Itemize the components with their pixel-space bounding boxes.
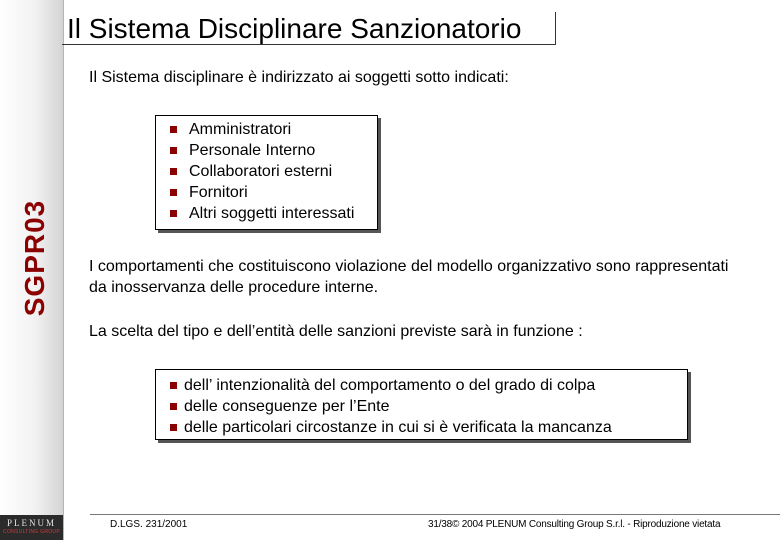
list-item-label: Amministratori [189, 121, 292, 138]
list-item [170, 203, 377, 224]
list-item-label: Altri soggetti interessati [189, 205, 355, 222]
footer-reference: D.LGS. 231/2001 [110, 519, 188, 530]
square-bullet-icon [170, 147, 177, 154]
list-item [170, 161, 377, 182]
plenum-logo [0, 515, 63, 540]
square-bullet-icon [170, 126, 177, 133]
square-bullet-icon [170, 210, 177, 217]
subjects-box [155, 115, 378, 230]
logo-name: PLENUM [6, 518, 56, 528]
list-item-label: Fornitori [189, 184, 248, 201]
square-bullet-icon [170, 382, 177, 389]
list-item-label: delle particolari circostanze in cui si è verificata la mancanza [184, 419, 612, 436]
footer-copyright: 31/38© 2004 PLENUM Consulting Group S.r.l. - Riproduzione vietata [428, 519, 721, 530]
list-item [170, 182, 377, 203]
list-item-label: Personale Interno [189, 142, 316, 159]
list-item [170, 119, 377, 140]
square-bullet-icon [170, 424, 177, 431]
violation-paragraph: I comportamenti che costituiscono violazione del modello organizzativo sono rappresentati da inosservanza delle procedure interne. [89, 258, 729, 296]
logo-tagline: CONSULTING GROUP [3, 529, 60, 535]
document-code: SGPR03 [19, 199, 50, 317]
intro-text: Il Sistema disciplinare è indirizzato ai soggetti sotto indicati: [89, 69, 509, 86]
criteria-box [155, 369, 688, 440]
list-item [170, 396, 687, 417]
footer-divider [90, 514, 780, 515]
criteria-list [170, 375, 687, 438]
list-item [170, 140, 377, 161]
square-bullet-icon [170, 168, 177, 175]
page-title: Il Sistema Disciplinare Sanzionatorio [62, 12, 556, 45]
sanctions-paragraph: La scelta del tipo e dell’entità delle sanzioni previste sarà in funzione : [89, 323, 583, 340]
square-bullet-icon [170, 403, 177, 410]
list-item-label: dell’ intenzionalità del comportamento o del grado di colpa [184, 377, 596, 394]
sidebar [0, 0, 64, 540]
list-item-label: Collaboratori esterni [189, 163, 333, 180]
list-item [170, 375, 687, 396]
list-item [170, 417, 687, 438]
subjects-list [170, 119, 377, 224]
list-item-label: delle conseguenze per l’Ente [184, 398, 390, 415]
square-bullet-icon [170, 189, 177, 196]
